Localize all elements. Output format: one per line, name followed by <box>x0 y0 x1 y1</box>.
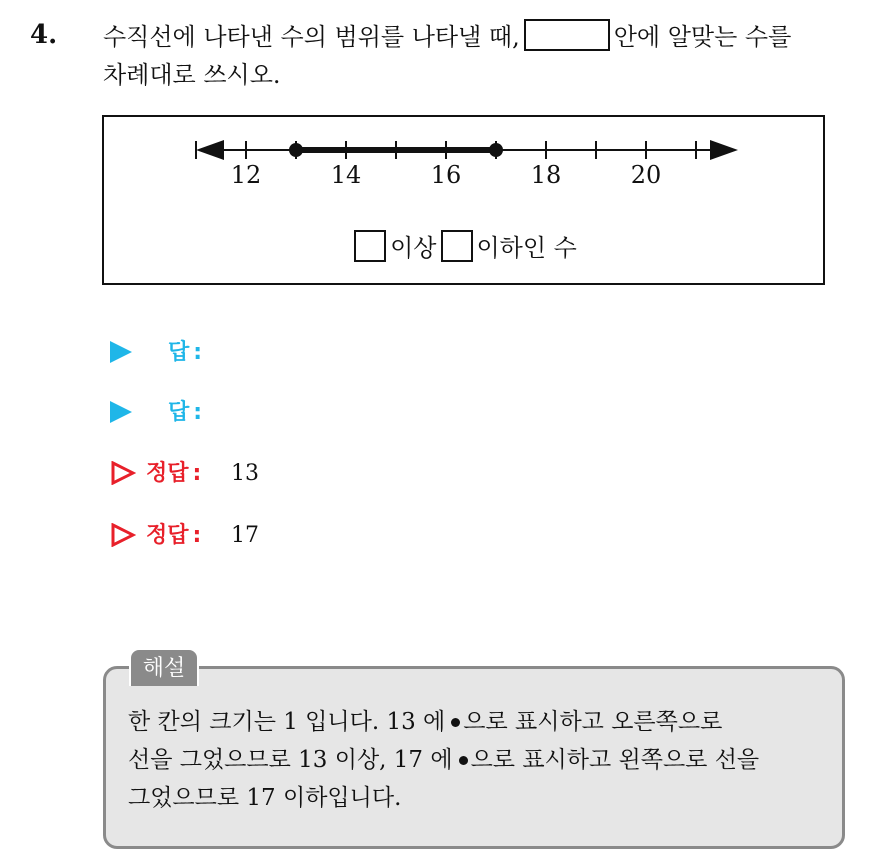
explanation-tag: 해설 <box>129 648 199 686</box>
correct-answer-label-2: 정답 <box>146 523 189 548</box>
tick-label: 12 <box>230 161 262 189</box>
explanation-box <box>103 666 845 849</box>
tick-label: 14 <box>330 161 362 189</box>
answer-blank-box <box>524 19 610 51</box>
answer-row-1 <box>110 338 224 368</box>
explanation-line2-b: 으로 표시하고 왼쪽으로 선을 <box>470 747 760 773</box>
question-text-part2: 안에 알맞는 수를 <box>613 23 792 51</box>
filled-dot-icon <box>451 718 460 727</box>
tick-label: 16 <box>430 161 462 189</box>
correct-answer-value-2: 17 <box>231 523 259 548</box>
correct-answer-row-2 <box>110 521 259 551</box>
range-end-dot <box>489 143 503 157</box>
correct-answer-value-1: 13 <box>231 461 259 486</box>
correct-answer-label-1: 정답 <box>146 461 189 486</box>
answer-colon: : <box>193 400 203 425</box>
explanation-text <box>128 703 828 817</box>
answer-colon: : <box>193 340 203 365</box>
correct-answer-row-1 <box>110 459 259 489</box>
outline-triangle-icon <box>110 523 136 547</box>
explanation-line3: 그었으므로 17 이하입니다. <box>128 785 402 811</box>
correct-answer-colon: : <box>192 523 202 548</box>
answer-label-1: 답 <box>168 340 190 365</box>
caption-blank-2 <box>441 230 473 262</box>
question-number: 4. <box>30 20 58 50</box>
range-caption <box>104 230 823 265</box>
correct-answer-colon: : <box>192 461 202 486</box>
question-text <box>103 18 873 94</box>
answer-label-2: 답 <box>168 400 190 425</box>
play-triangle-icon <box>110 341 132 363</box>
range-start-dot <box>289 143 303 157</box>
explanation-line2-a: 선을 그었으므로 13 이상, 17 에 <box>128 747 453 773</box>
tick-label: 18 <box>530 161 562 189</box>
question-text-part1: 수직선에 나타낸 수의 범위를 나타낼 때, <box>103 23 520 51</box>
filled-dot-icon <box>459 756 468 765</box>
caption-text-1: 이상 <box>390 234 437 262</box>
play-triangle-icon <box>110 401 132 423</box>
tick-label: 20 <box>630 161 662 189</box>
answer-row-2 <box>110 398 224 428</box>
caption-blank-1 <box>354 230 386 262</box>
number-line-figure <box>102 115 825 285</box>
explanation-line1-a: 한 칸의 크기는 1 입니다. 13 에 <box>128 709 446 735</box>
explanation-line1-b: 으로 표시하고 오른쪽으로 <box>463 709 723 735</box>
outline-triangle-icon <box>110 461 136 485</box>
number-line-tick-labels <box>231 161 662 189</box>
question-text-line2: 차례대로 쓰시오. <box>103 61 281 89</box>
caption-text-2: 이하인 수 <box>476 234 577 262</box>
